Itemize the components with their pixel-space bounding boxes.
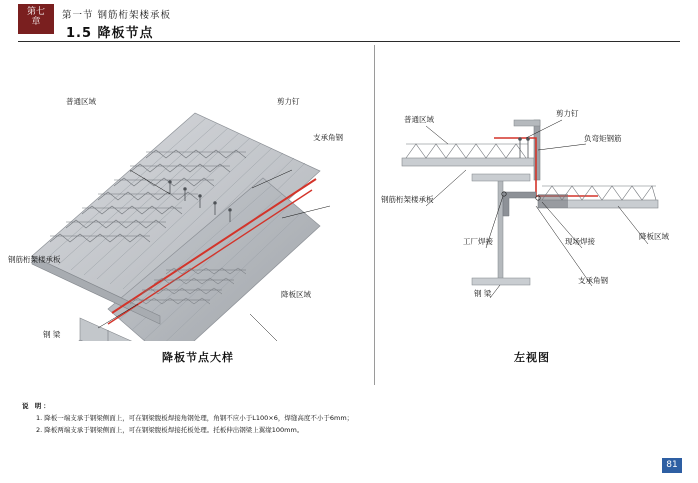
label-left-2: 支承角钢 — [313, 133, 343, 142]
chapter-tab-line1: 第七 — [26, 7, 45, 17]
label-right-4: 降板区域 — [639, 232, 669, 241]
label-left-3: 钢筋桁架楼承板 — [8, 255, 61, 264]
label-right-5: 工厂焊接 — [463, 237, 493, 246]
figure-caption-left: 降板节点大样 — [162, 351, 234, 364]
page-title: 1.5 降板节点 — [66, 26, 154, 41]
label-right-7: 支承角钢 — [578, 276, 608, 285]
section-title: 第一节 钢筋桁架楼承板 — [62, 10, 172, 21]
label-right-1: 剪力钉 — [556, 109, 579, 118]
chapter-tab-line2: 章 — [31, 17, 41, 27]
isometric-drawing — [20, 66, 365, 341]
label-right-2: 负弯矩钢筋 — [584, 134, 622, 143]
note-item-2: 2. 降板两端支承于钢梁侧面上，可在钢梁腹板焊接托板处理。托板伸出钢梁上翼缘100mm。 — [36, 426, 304, 434]
label-right-3: 钢筋桁架楼承板 — [381, 195, 434, 204]
label-left-4: 钢 梁 — [43, 330, 61, 339]
label-left-5: 降板区域 — [281, 290, 311, 299]
header-divider — [18, 41, 680, 42]
figure-isometric — [20, 66, 365, 364]
notes-title: 说 明： — [22, 402, 52, 410]
label-right-6: 现场焊接 — [565, 237, 595, 246]
chapter-tab — [18, 4, 54, 34]
label-right-0: 普通区域 — [404, 115, 434, 124]
page-number: 81 — [662, 458, 682, 473]
figure-caption-right: 左视图 — [514, 351, 550, 364]
label-left-1: 剪力钉 — [277, 97, 300, 106]
label-left-0: 普通区域 — [66, 97, 96, 106]
notes-block — [22, 400, 662, 436]
figure-divider — [374, 45, 375, 385]
note-item-1: 1. 降板一端支承于钢梁侧面上，可在钢梁腹板焊接角钢处理，角钢不应小于L100×6，焊缝高度不小于6mm； — [36, 414, 354, 422]
label-right-8: 钢 梁 — [474, 289, 492, 298]
